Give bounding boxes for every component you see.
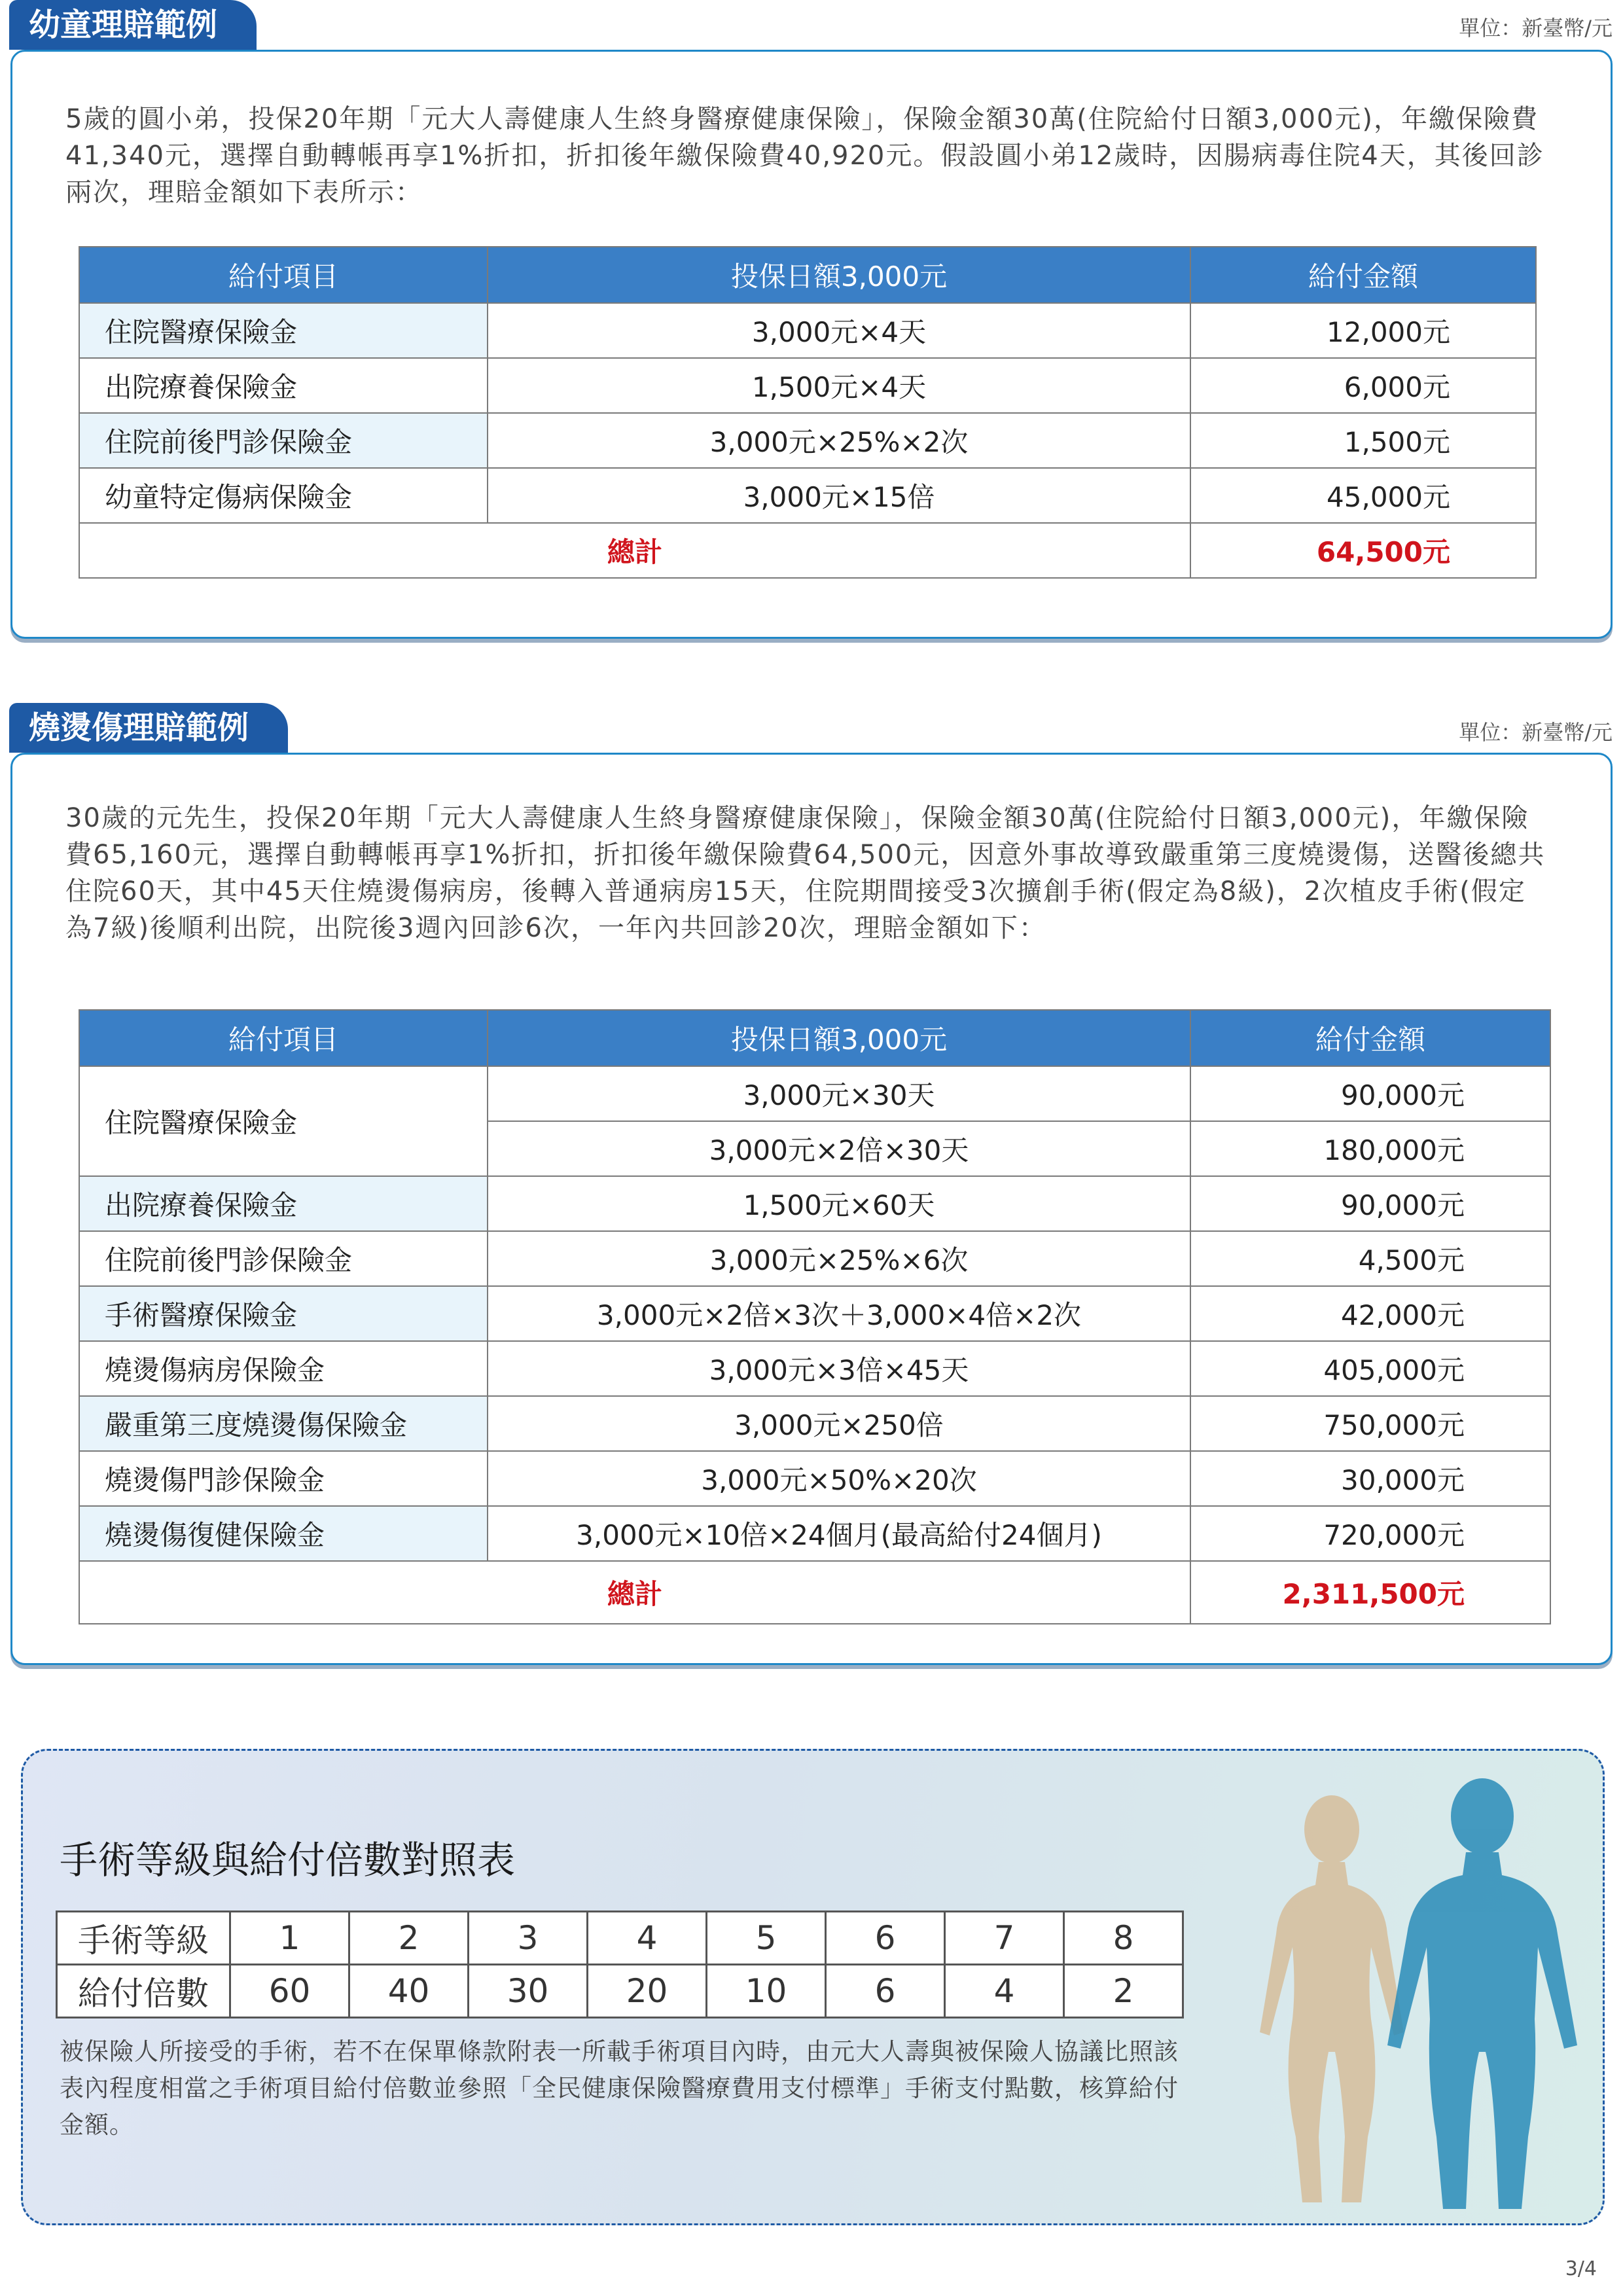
claim-item: 住院醫療保險金	[79, 303, 488, 358]
grade-cell: 1	[230, 1912, 349, 1965]
multiplier-cell: 10	[707, 1965, 826, 2018]
multiplier-cell: 6	[826, 1965, 945, 2018]
total-label: 總計	[79, 523, 1190, 578]
claim-amount: 720,000元	[1190, 1506, 1550, 1561]
claim-calc: 3,000元×2倍×3次＋3,000×4倍×2次	[488, 1286, 1190, 1341]
claim-item: 燒燙傷門診保險金	[79, 1451, 488, 1506]
claim-item: 燒燙傷復健保險金	[79, 1506, 488, 1561]
multiplier-cell: 20	[588, 1965, 707, 2018]
claim-item: 幼童特定傷病保險金	[79, 468, 488, 523]
multiplier-cell: 40	[349, 1965, 469, 2018]
claim-calc: 3,000元×4天	[488, 303, 1190, 358]
table-row	[79, 1066, 1550, 1121]
claim-amount: 30,000元	[1190, 1451, 1550, 1506]
claim-amount: 4,500元	[1190, 1231, 1550, 1286]
table-row	[79, 1176, 1550, 1231]
surgery-grade-table	[56, 1910, 1184, 2018]
multiplier-cell: 30	[469, 1965, 588, 2018]
table-header: 給付金額	[1190, 1010, 1550, 1066]
claim-calc: 3,000元×50%×20次	[488, 1451, 1190, 1506]
table-row	[79, 1341, 1550, 1396]
claim-calc: 3,000元×30天	[488, 1066, 1190, 1121]
surgery-grade-title: 手術等級與給付倍數對照表	[60, 1838, 516, 1882]
burn-claim-table	[79, 1009, 1551, 1624]
claim-calc: 3,000元×10倍×24個月(最高給付24個月)	[488, 1506, 1190, 1561]
total-row	[79, 523, 1536, 578]
grade-cell: 5	[707, 1912, 826, 1965]
table-row	[79, 303, 1536, 358]
burn-claim-unit: 單位：新臺幣/元	[1459, 720, 1613, 745]
claim-calc: 1,500元×4天	[488, 358, 1190, 413]
claim-amount: 45,000元	[1190, 468, 1536, 523]
claim-calc: 3,000元×2倍×30天	[488, 1121, 1190, 1176]
table-row	[79, 1396, 1550, 1451]
claim-amount: 6,000元	[1190, 358, 1536, 413]
multiplier-cell: 60	[230, 1965, 349, 2018]
claim-item: 燒燙傷病房保險金	[79, 1341, 488, 1396]
female-figure-icon	[1260, 1795, 1404, 2202]
claim-amount: 90,000元	[1190, 1066, 1550, 1121]
human-figures-illustration	[1207, 1770, 1600, 2222]
total-amount: 64,500元	[1190, 523, 1536, 578]
claim-calc: 3,000元×25%×6次	[488, 1231, 1190, 1286]
claim-amount: 750,000元	[1190, 1396, 1550, 1451]
claim-item: 出院療養保險金	[79, 358, 488, 413]
claim-amount: 90,000元	[1190, 1176, 1550, 1231]
claim-item: 住院前後門診保險金	[79, 1231, 488, 1286]
table-row	[79, 413, 1536, 468]
claim-amount: 1,500元	[1190, 413, 1536, 468]
table-row	[79, 1231, 1550, 1286]
table-row	[79, 1506, 1550, 1561]
claim-item: 住院前後門診保險金	[79, 413, 488, 468]
table-header: 給付金額	[1190, 247, 1536, 303]
grade-cell: 8	[1064, 1912, 1183, 1965]
claim-item: 手術醫療保險金	[79, 1286, 488, 1341]
claim-calc: 1,500元×60天	[488, 1176, 1190, 1231]
grade-cell: 4	[588, 1912, 707, 1965]
total-label: 總計	[79, 1561, 1190, 1624]
grade-cell: 3	[469, 1912, 588, 1965]
table-row	[79, 358, 1536, 413]
child-claim-intro: 5歲的圓小弟，投保20年期「元大人壽健康人生終身醫療健康保險」，保險金額30萬(住院給付日額3,000元)，年繳保險費41,340元，選擇自動轉帳再享1%折扣，折扣後年繳保險費40,920元。假設圓小弟12歲時，因腸病毒住院4天，其後回診兩次，理賠金額如下表所示：	[65, 104, 1544, 207]
claim-item: 住院醫療保險金	[79, 1066, 488, 1176]
grade-cell: 7	[945, 1912, 1064, 1965]
claim-amount: 12,000元	[1190, 303, 1536, 358]
claim-calc: 3,000元×25%×2次	[488, 413, 1190, 468]
child-claim-unit: 單位：新臺幣/元	[1459, 16, 1613, 41]
grade-cell: 6	[826, 1912, 945, 1965]
table-row	[79, 468, 1536, 523]
claim-calc: 3,000元×15倍	[488, 468, 1190, 523]
grade-row	[57, 1912, 1183, 1965]
table-header: 給付項目	[79, 1010, 488, 1066]
surgery-grade-note: 被保險人所接受的手術，若不在保單條款附表一所載手術項目內時，由元大人壽與被保險人協議比照該表內程度相當之手術項目給付倍數並參照「全民健康保險醫療費用支付標準」手術支付點數，核算給付金額。	[60, 2037, 1179, 2139]
multiplier-row	[57, 1965, 1183, 2018]
total-row	[79, 1561, 1550, 1624]
child-claim-table	[79, 246, 1537, 579]
claim-calc: 3,000元×3倍×45天	[488, 1341, 1190, 1396]
multiplier-cell: 2	[1064, 1965, 1183, 2018]
claim-item: 出院療養保險金	[79, 1176, 488, 1231]
child-claim-title: 幼童理賠範例	[9, 0, 257, 50]
claim-calc: 3,000元×250倍	[488, 1396, 1190, 1451]
page-number: 3/4	[1565, 2257, 1597, 2280]
table-header: 投保日額3,000元	[488, 247, 1190, 303]
burn-claim-title: 燒燙傷理賠範例	[9, 703, 288, 753]
claim-amount: 405,000元	[1190, 1341, 1550, 1396]
table-header: 投保日額3,000元	[488, 1010, 1190, 1066]
claim-item: 嚴重第三度燒燙傷保險金	[79, 1396, 488, 1451]
table-row	[79, 1286, 1550, 1341]
grade-row-label: 手術等級	[57, 1912, 230, 1965]
total-amount: 2,311,500元	[1190, 1561, 1550, 1624]
multiplier-row-label: 給付倍數	[57, 1965, 230, 2018]
claim-amount: 180,000元	[1190, 1121, 1550, 1176]
grade-cell: 2	[349, 1912, 469, 1965]
claim-amount: 42,000元	[1190, 1286, 1550, 1341]
burn-claim-intro: 30歲的元先生，投保20年期「元大人壽健康人生終身醫療健康保險」，保險金額30萬(住院給付日額3,000元)，年繳保險費65,160元，選擇自動轉帳再享1%折扣，折扣後年繳保險費64,500元，因意外事故導致嚴重第三度燒燙傷，送醫後總共住院60天，其中45天住燒燙傷病房，後轉入普通病房15天，住院期間接受3次擴創手術(假定為8級)，2次植皮手術(假定為7級)後順利出院，出院後3週內回診6次，一年內共回診20次，理賠金額如下：	[65, 803, 1546, 943]
table-header: 給付項目	[79, 247, 488, 303]
table-row	[79, 1451, 1550, 1506]
multiplier-cell: 4	[945, 1965, 1064, 2018]
surgery-grade-box	[21, 1749, 1605, 2225]
male-figure-icon	[1387, 1778, 1577, 2209]
